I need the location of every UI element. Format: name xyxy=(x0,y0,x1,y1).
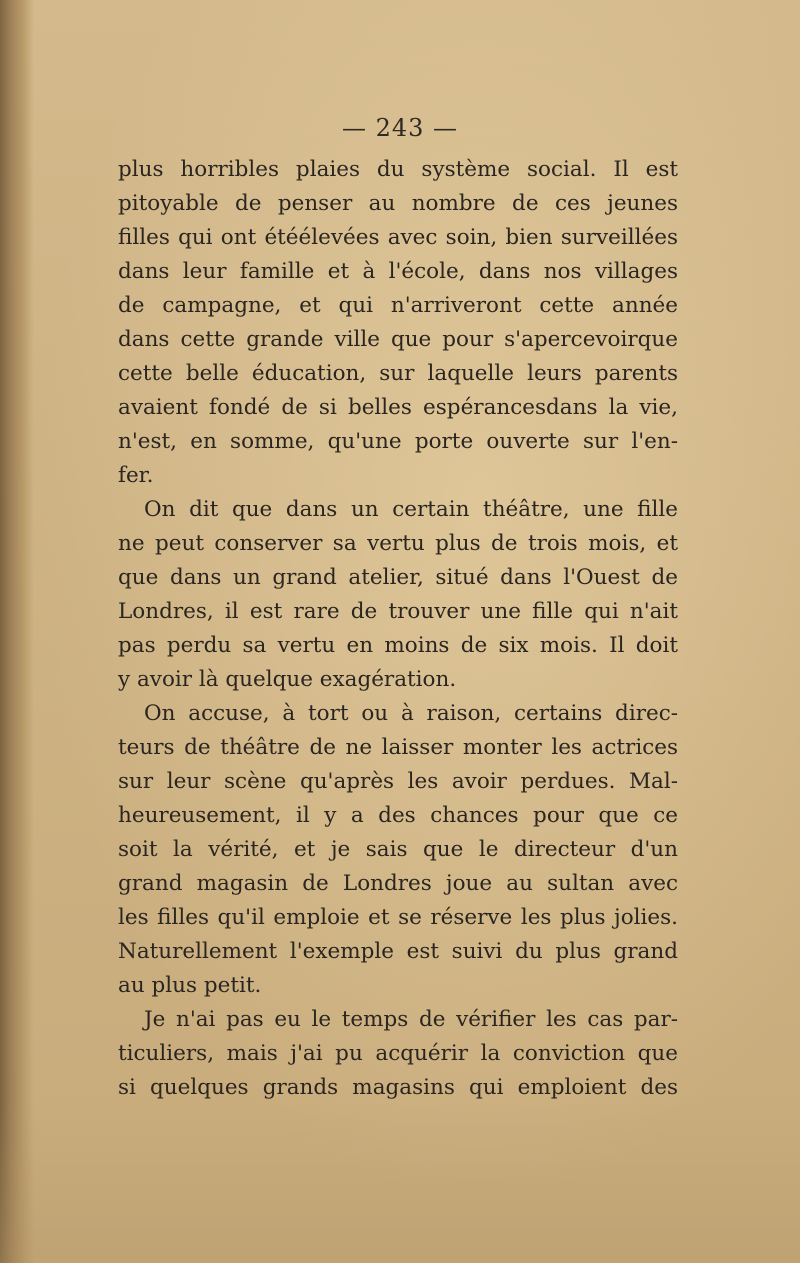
text-line: cette belle éducation, sur laquelle leurs parents xyxy=(118,361,678,386)
paper-discoloration xyxy=(0,1100,800,1263)
text-line: y avoir là quelque exagération. xyxy=(118,667,457,692)
text-line: les filles qu'il emploie et se réserve les plus jolies. xyxy=(118,905,678,930)
text-line: que dans un grand atelier, situé dans l'Ouest de xyxy=(118,565,678,590)
page-number: — 243 — xyxy=(341,114,459,142)
text-line: dans leur famille et à l'école, dans nos villages xyxy=(118,259,678,284)
text-line: au plus petit. xyxy=(118,973,262,998)
text-line: pas perdu sa vertu en moins de six mois. Il doit xyxy=(118,633,678,658)
text-line: teurs de théâtre de ne laisser monter les actrices xyxy=(118,735,678,760)
text-line: sur leur scène qu'après les avoir perdues. Mal- xyxy=(118,769,678,794)
text-line: ne peut conserver sa vertu plus de trois mois, et xyxy=(118,531,678,556)
page-binding-edge xyxy=(0,0,34,1263)
text-line: si quelques grands magasins qui emploient des xyxy=(118,1075,678,1100)
body-text xyxy=(118,153,678,1105)
text-line: soit la vérité, et je sais que le directeur d'un xyxy=(118,837,678,862)
text-line: dans cette grande ville que pour s'apercevoirque xyxy=(118,327,678,352)
text-line: Je n'ai pas eu le temps de vérifier les cas par- xyxy=(144,1007,678,1032)
text-line: n'est, en somme, qu'une porte ouverte sur l'en- xyxy=(118,429,678,454)
text-line: plus horribles plaies du système social. Il est xyxy=(118,157,678,182)
text-line: avaient fondé de si belles espérancesdans la vie, xyxy=(118,395,678,420)
text-line: filles qui ont étéélevées avec soin, bien surveillées xyxy=(118,225,678,250)
text-line: On accuse, à tort ou à raison, certains direc- xyxy=(144,701,678,726)
text-line: Naturellement l'exemple est suivi du plus grand xyxy=(118,939,678,964)
text-line: ticuliers, mais j'ai pu acquérir la conviction que xyxy=(118,1041,678,1066)
text-line: On dit que dans un certain théâtre, une fille xyxy=(144,497,678,522)
text-line: heureusement, il y a des chances pour que ce xyxy=(118,803,678,828)
text-line: de campagne, et qui n'arriveront cette année xyxy=(118,293,678,318)
text-line: pitoyable de penser au nombre de ces jeunes xyxy=(118,191,678,216)
text-line: fer. xyxy=(118,463,154,488)
text-line: Londres, il est rare de trouver une fille qui n'ait xyxy=(118,599,678,624)
text-line: grand magasin de Londres joue au sultan avec xyxy=(118,871,678,896)
